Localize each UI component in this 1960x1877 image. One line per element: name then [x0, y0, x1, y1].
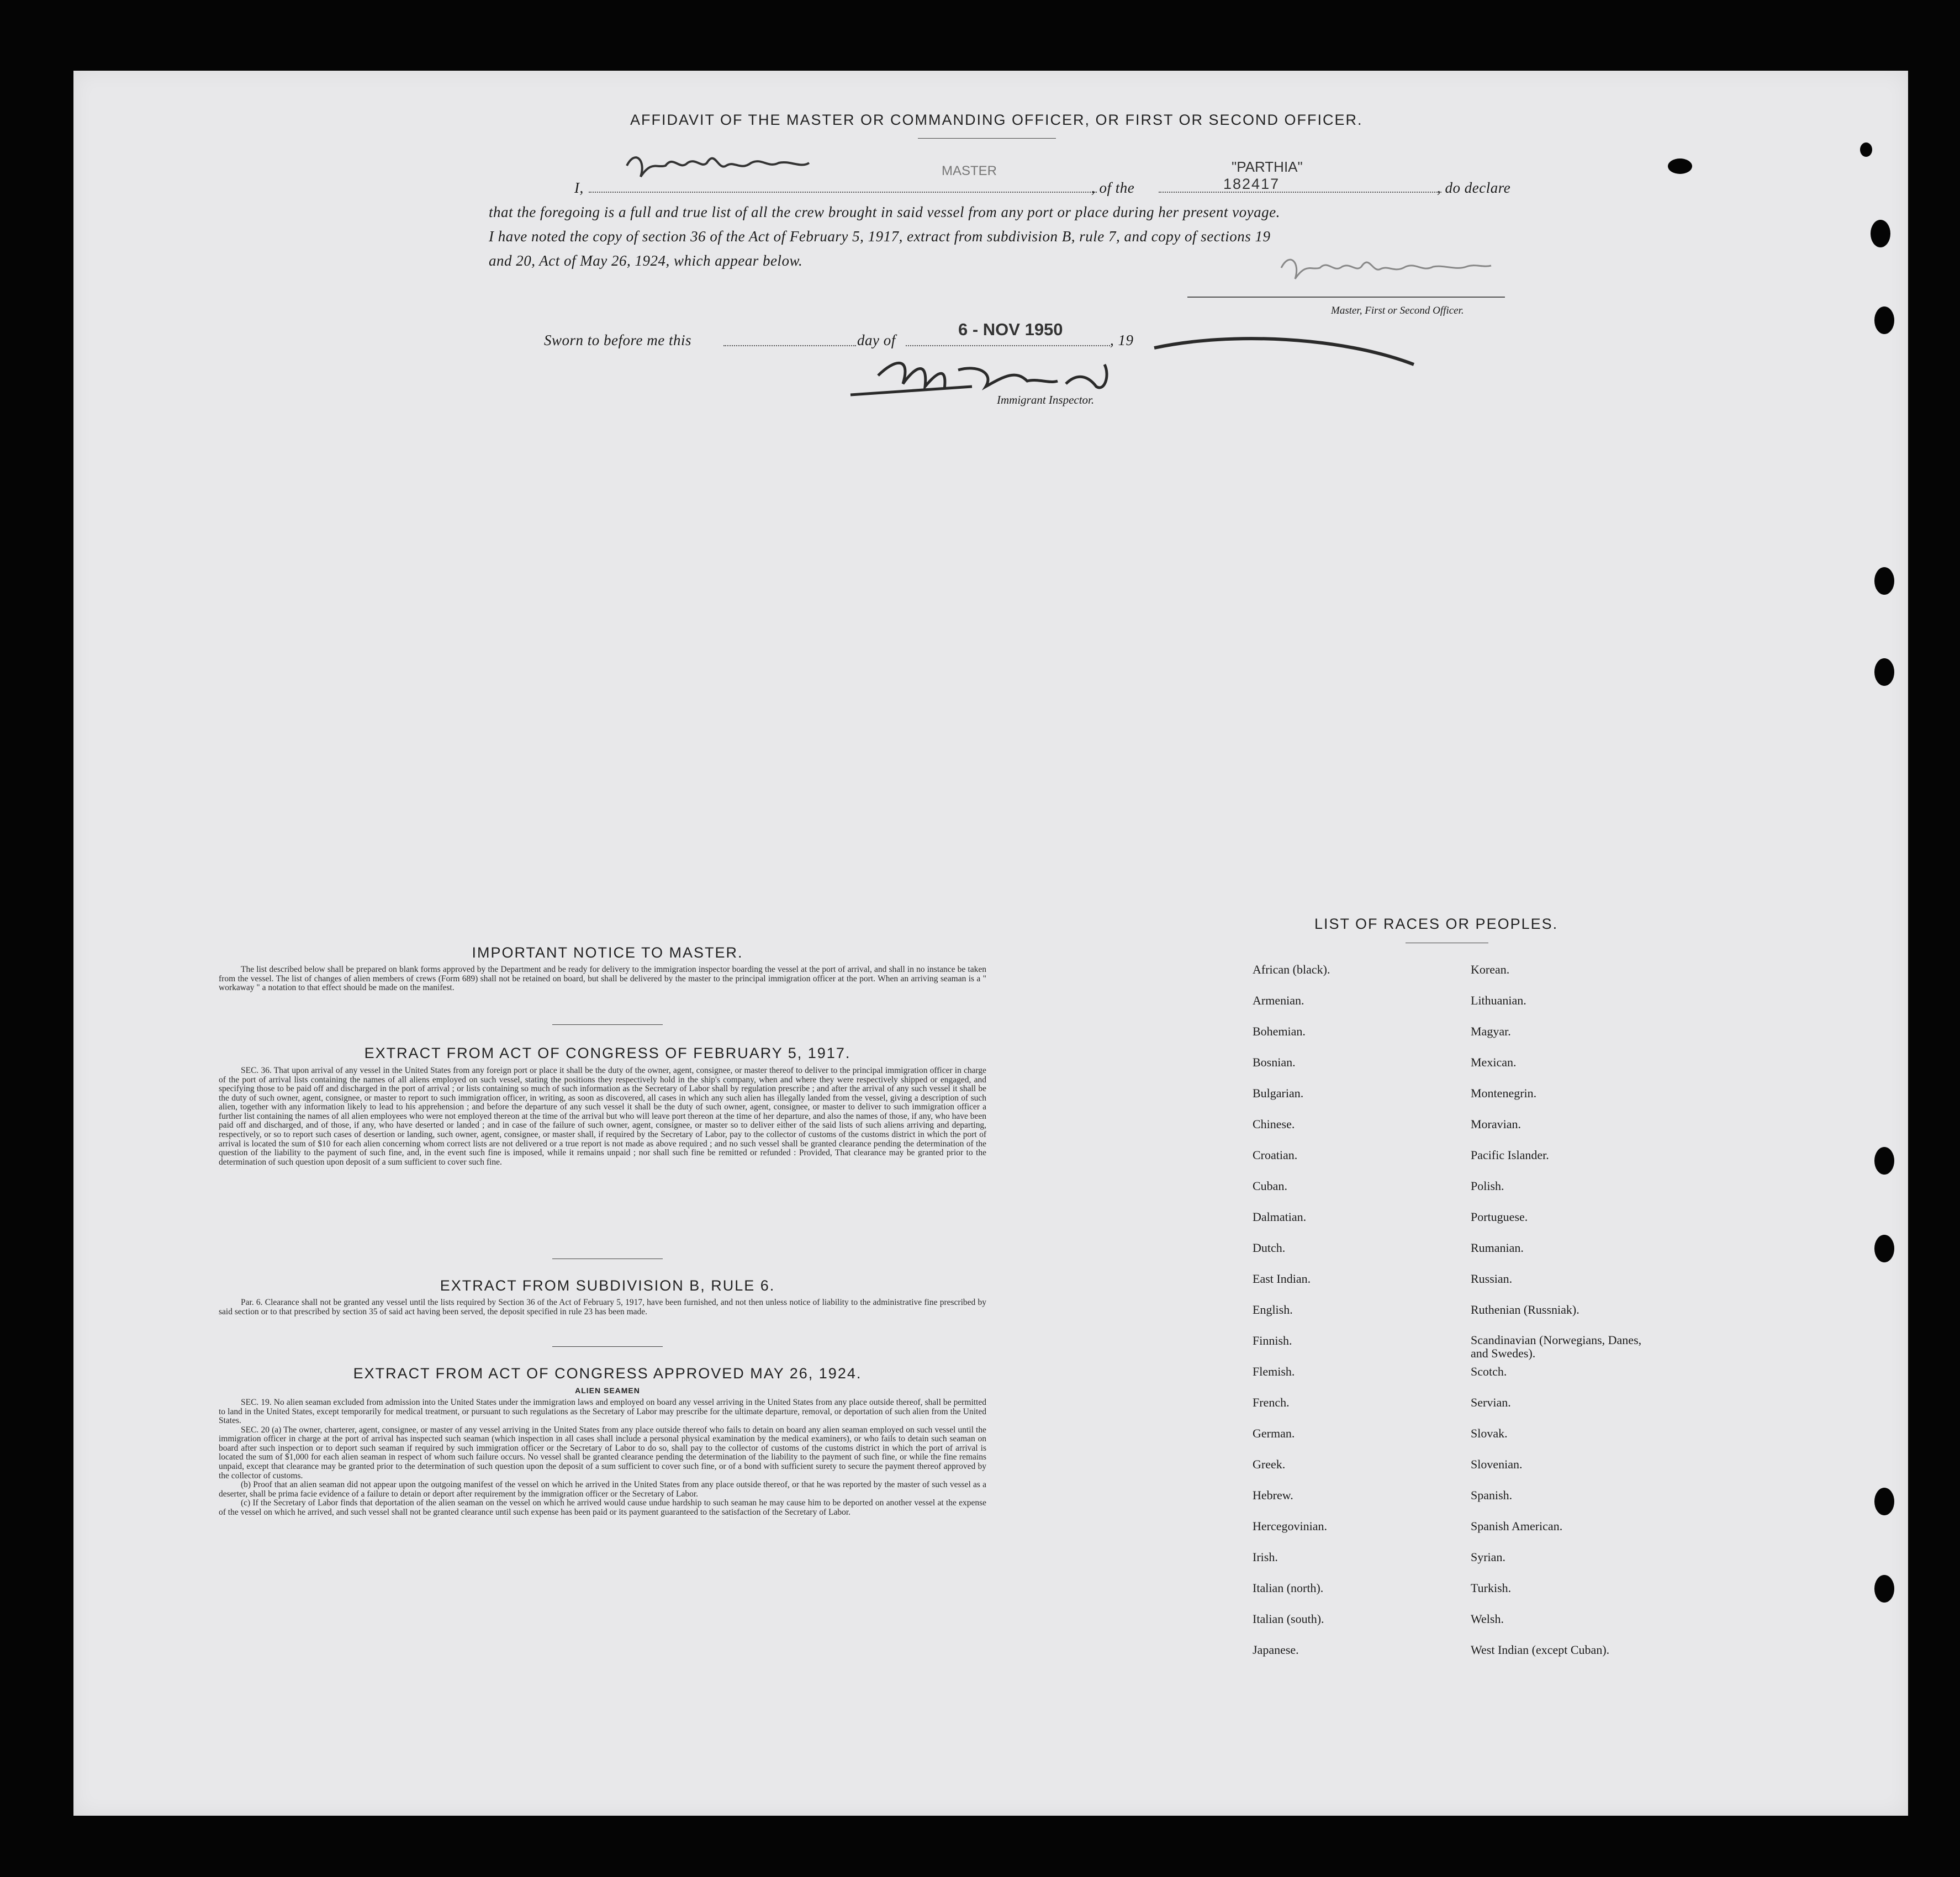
race-item: German. [1253, 1426, 1295, 1440]
punch-hole [1874, 1575, 1894, 1603]
race-item: Pacific Islander. [1471, 1148, 1549, 1162]
race-item: Spanish. [1471, 1488, 1513, 1502]
race-item: Dalmatian. [1253, 1210, 1307, 1224]
race-item: Dutch. [1253, 1241, 1286, 1255]
punch-hole [1874, 1488, 1894, 1515]
notice-body [219, 965, 986, 993]
affidavit-line-4: and 20, Act of May 26, 1924, which appear below. [489, 252, 803, 269]
sworn-day-line [723, 345, 856, 346]
sworn-prefix: Sworn to before me this [544, 332, 691, 348]
notice-title: IMPORTANT NOTICE TO MASTER. [472, 944, 743, 961]
race-item: Bohemian. [1253, 1024, 1306, 1038]
sec20a-paragraph: SEC. 20 (a) The owner, charterer, agent, consignee, or master of any vessel arriving in the United States from any place outside thereof who fails to detain on board any alien seaman employed on such vessel until the immigration officer in charge at the port of arrival has inspected such seaman (which inspection in all cases shall include a personal physical examination by the medical examiners), or who fails to detain such seaman on board after such inspection or to deport such seaman if required by such immigration officer or the Secretary of Labor to do so, shall pay to the collector of customs of the customs district in which the port of arrival is located the sum of $1,000 for each alien seaman in respect of whom such failure occurs. No vessel shall be granted clearance pending the determination of the liability to the payment of such fine, or while the fine remains unpaid, except that clearance may be granted prior to the determination of such question upon the deposit of a sum sufficient to cover such fine, or of a bond with sufficient surety to secure the payment thereof approved by the collector of customs. [219, 1425, 986, 1481]
par6-paragraph: Par. 6. Clearance shall not be granted any vessel until the lists required by Section 36 of the Act of February 5, 1917, have been furnished, and not then unless notice of liability to the administrative fine prescribed by said section or to that prescribed by section 35 of said act having been served, the deposit specified in rule 23 has been made. [219, 1298, 986, 1316]
race-item: Portuguese. [1471, 1210, 1528, 1224]
punch-hole [1874, 658, 1894, 686]
races-title: LIST OF RACES OR PEOPLES. [1314, 916, 1559, 932]
extract-rule6-title: EXTRACT FROM SUBDIVISION B, RULE 6. [440, 1277, 775, 1294]
divider [552, 1024, 663, 1025]
sec36-paragraph: SEC. 36. That upon arrival of any vessel in the United States from any foreign port or place it shall be the duty of the owner, agent, consignee, or master thereof to deliver to the principal immigration officer in charge of the port of arrival lists containing the names of all aliens employed on such vessel, stating the positions they respectively hold in the ship's company, when and where they were respectively shipped or engaged, and specifying those to be paid off and discharged in the port of arrival ; or lists containing so much of such information as the Secretary of Labor shall by regulation prescribe ; and after the arrival of any such vessel it shall be the duty of such owner, agent, consignee, or master to report to such immigration officer, in writing, as soon as discovered, all cases in which any such alien has illegally landed from the vessel, giving a description of such alien, together with any information likely to lead to his apprehension ; and before the departure of any such vessel it shall be the duty of such owner, agent, consignee, or master to deliver to such immigration officer a further list containing the names of all alien employees who were not employed thereon at the time of the arrival but who will leave port thereon at the time of her departure, and also the names of those, if any, who have been paid off and discharged, and of those, if any, who have deserted or landed ; and in case of the failure of such owner, agent, consignee, or master so to deliver either of the said lists of such aliens arriving and departing, respectively, or so to report such cases of desertion or landing, such owner, agent, consignee, or master shall, if required by the Secretary of Labor, pay to the collector of customs of the customs district in which the port of arrival is located the sum of $10 for each alien concerning whom correct lists are not delivered or a true report is not made as above required ; and no such vessel shall be granted clearance pending the determination of the question of the liability to the payment of such fine, and, in the event such fine is imposed, while it remains unpaid ; nor shall such fine be remitted or refunded : Provided, That clearance may be granted prior to the determination of such question upon deposit of a sum sufficient to cover such fine. [219, 1066, 986, 1167]
race-item: Greek. [1253, 1457, 1286, 1471]
race-item: Servian. [1471, 1395, 1511, 1409]
race-item: Moravian. [1471, 1117, 1521, 1131]
race-item: French. [1253, 1395, 1290, 1409]
divider [918, 138, 1056, 139]
races-column-1 [1253, 963, 1330, 1674]
race-item: Cuban. [1253, 1179, 1287, 1193]
extract-rule6-body [219, 1298, 986, 1316]
alien-seamen-subtitle: ALIEN SEAMEN [575, 1386, 640, 1395]
sec20b-paragraph: (b) Proof that an alien seaman did not appear upon the outgoing manifest of the vessel on which he arrived in the United States from any place outside thereof, or that he was reported by the master of such vessel as a deserter, shall be prima facie evidence of a failure to detain or deport after requirement by the immigration officer or the Secretary of Labor. [219, 1480, 986, 1499]
race-item: Ruthenian (Russniak). [1471, 1303, 1579, 1316]
race-item: Japanese. [1253, 1643, 1299, 1657]
affidavit-line-3: I have noted the copy of section 36 of the Act of February 5, 1917, extract from subdivision B, rule 7, and copy of sections 19 [489, 228, 1271, 245]
race-item: Syrian. [1471, 1550, 1505, 1564]
affidavit-line-2: that the foregoing is a full and true list of all the crew brought in said vessel from any port or place during her present voyage. [489, 204, 1280, 220]
inspector-caption: Immigrant Inspector. [997, 393, 1095, 406]
ship-name: "PARTHIA" [1232, 158, 1303, 175]
master-label: MASTER [942, 163, 997, 178]
race-item: Finnish. [1253, 1334, 1292, 1347]
race-item: Hercegovinian. [1253, 1519, 1327, 1533]
race-item: Korean. [1471, 963, 1510, 976]
punch-hole [1668, 158, 1692, 174]
punch-hole [1871, 220, 1890, 247]
do-declare-label: , do declare [1437, 179, 1511, 196]
race-item: Scotch. [1471, 1365, 1507, 1378]
race-item: Italian (north). [1253, 1581, 1324, 1595]
race-item: Chinese. [1253, 1117, 1295, 1131]
punch-hole [1874, 1147, 1894, 1175]
sec19-paragraph: SEC. 19. No alien seaman excluded from admission into the United States under the immigration laws and employed on board any vessel arriving in the United States from any place outside thereof, shall be permitted to land in the United States, except temporarily for medical treatment, or pursuant to such regulations as the Secretary of Labor may prescribe for the ultimate departure, removal, or deportation of such alien from the United States. [219, 1398, 986, 1426]
punch-hole [1874, 306, 1894, 334]
race-item: Armenian. [1253, 993, 1304, 1007]
race-item: Irish. [1253, 1550, 1278, 1564]
officer-signature-line [1187, 297, 1505, 298]
race-item: Croatian. [1253, 1148, 1298, 1162]
affidavit-prefix: I, [574, 179, 584, 196]
extract-1924-body [219, 1398, 986, 1518]
date-stamp: 6 - NOV 1950 [958, 320, 1063, 339]
punch-hole [1860, 142, 1872, 157]
race-item: African (black). [1253, 963, 1330, 976]
race-item: Polish. [1471, 1179, 1504, 1193]
race-item: Bosnian. [1253, 1055, 1296, 1069]
race-item: Flemish. [1253, 1365, 1295, 1378]
extract-1924-title: EXTRACT FROM ACT OF CONGRESS APPROVED MAY 26, 1924. [353, 1365, 862, 1382]
race-item: Mexican. [1471, 1055, 1517, 1069]
punch-hole [1874, 567, 1894, 595]
officer-caption: Master, First or Second Officer. [1331, 305, 1464, 316]
race-item: Rumanian. [1471, 1241, 1524, 1255]
ship-line [1159, 192, 1441, 193]
sec20c-paragraph: (c) If the Secretary of Labor finds that deportation of the alien seaman on the vessel on which he arrived would cause undue hardship to such seaman he may cause him to be deported on another vessel at the expense of the vessel on which he arrived, and such vessel shall not be granted clearance until such expense has been paid or its payment guaranteed to the satisfaction of the Secretary of Labor. [219, 1498, 986, 1517]
race-item: Lithuanian. [1471, 993, 1526, 1007]
master-signature [619, 138, 867, 199]
extract-1917-body [219, 1066, 986, 1167]
year-prefix: , 19 [1110, 332, 1134, 348]
race-item: Scandinavian (Norwegians, Danes, and Swedes). [1471, 1333, 1642, 1360]
race-item: West Indian (except Cuban). [1471, 1643, 1610, 1657]
race-item: Hebrew. [1253, 1488, 1293, 1502]
race-item: Turkish. [1471, 1581, 1512, 1595]
race-item: Russian. [1471, 1272, 1513, 1286]
officer-signature [1270, 246, 1519, 295]
race-item: Bulgarian. [1253, 1086, 1304, 1100]
race-item: Slovak. [1471, 1426, 1508, 1440]
race-item: East Indian. [1253, 1272, 1311, 1286]
race-item: Welsh. [1471, 1612, 1504, 1626]
of-the-label: , of the [1091, 179, 1135, 196]
affidavit-title: AFFIDAVIT OF THE MASTER OR COMMANDING OFFICER, OR FIRST OR SECOND OFFICER. [630, 112, 1363, 128]
punch-hole [1874, 1235, 1894, 1262]
race-item: Slovenian. [1471, 1457, 1523, 1471]
race-item: Magyar. [1471, 1024, 1511, 1038]
races-column-2 [1471, 963, 1647, 1674]
race-item: Italian (south). [1253, 1612, 1324, 1626]
race-item: Spanish American. [1471, 1519, 1563, 1533]
race-item: Montenegrin. [1471, 1086, 1537, 1100]
extract-1917-title: EXTRACT FROM ACT OF CONGRESS OF FEBRUARY 5, 1917. [364, 1045, 851, 1061]
race-item: English. [1253, 1303, 1293, 1316]
day-of-label: day of [857, 332, 896, 348]
inspector-signature [845, 331, 1452, 409]
ship-number: 182417 [1223, 176, 1280, 192]
notice-paragraph: The list described below shall be prepared on blank forms approved by the Department and be ready for delivery to the immigration inspector boarding the vessel at the port of arrival, and shall in no instance be taken from the vessel. The list of changes of alien members of crews (Form 689) shall not be retained on board, but shall be delivered by the master to the principal immigration officer at the port. When an arriving seaman is a " workaway " a notation to that effect should be made on the manifest. [219, 965, 986, 993]
divider [552, 1346, 663, 1347]
